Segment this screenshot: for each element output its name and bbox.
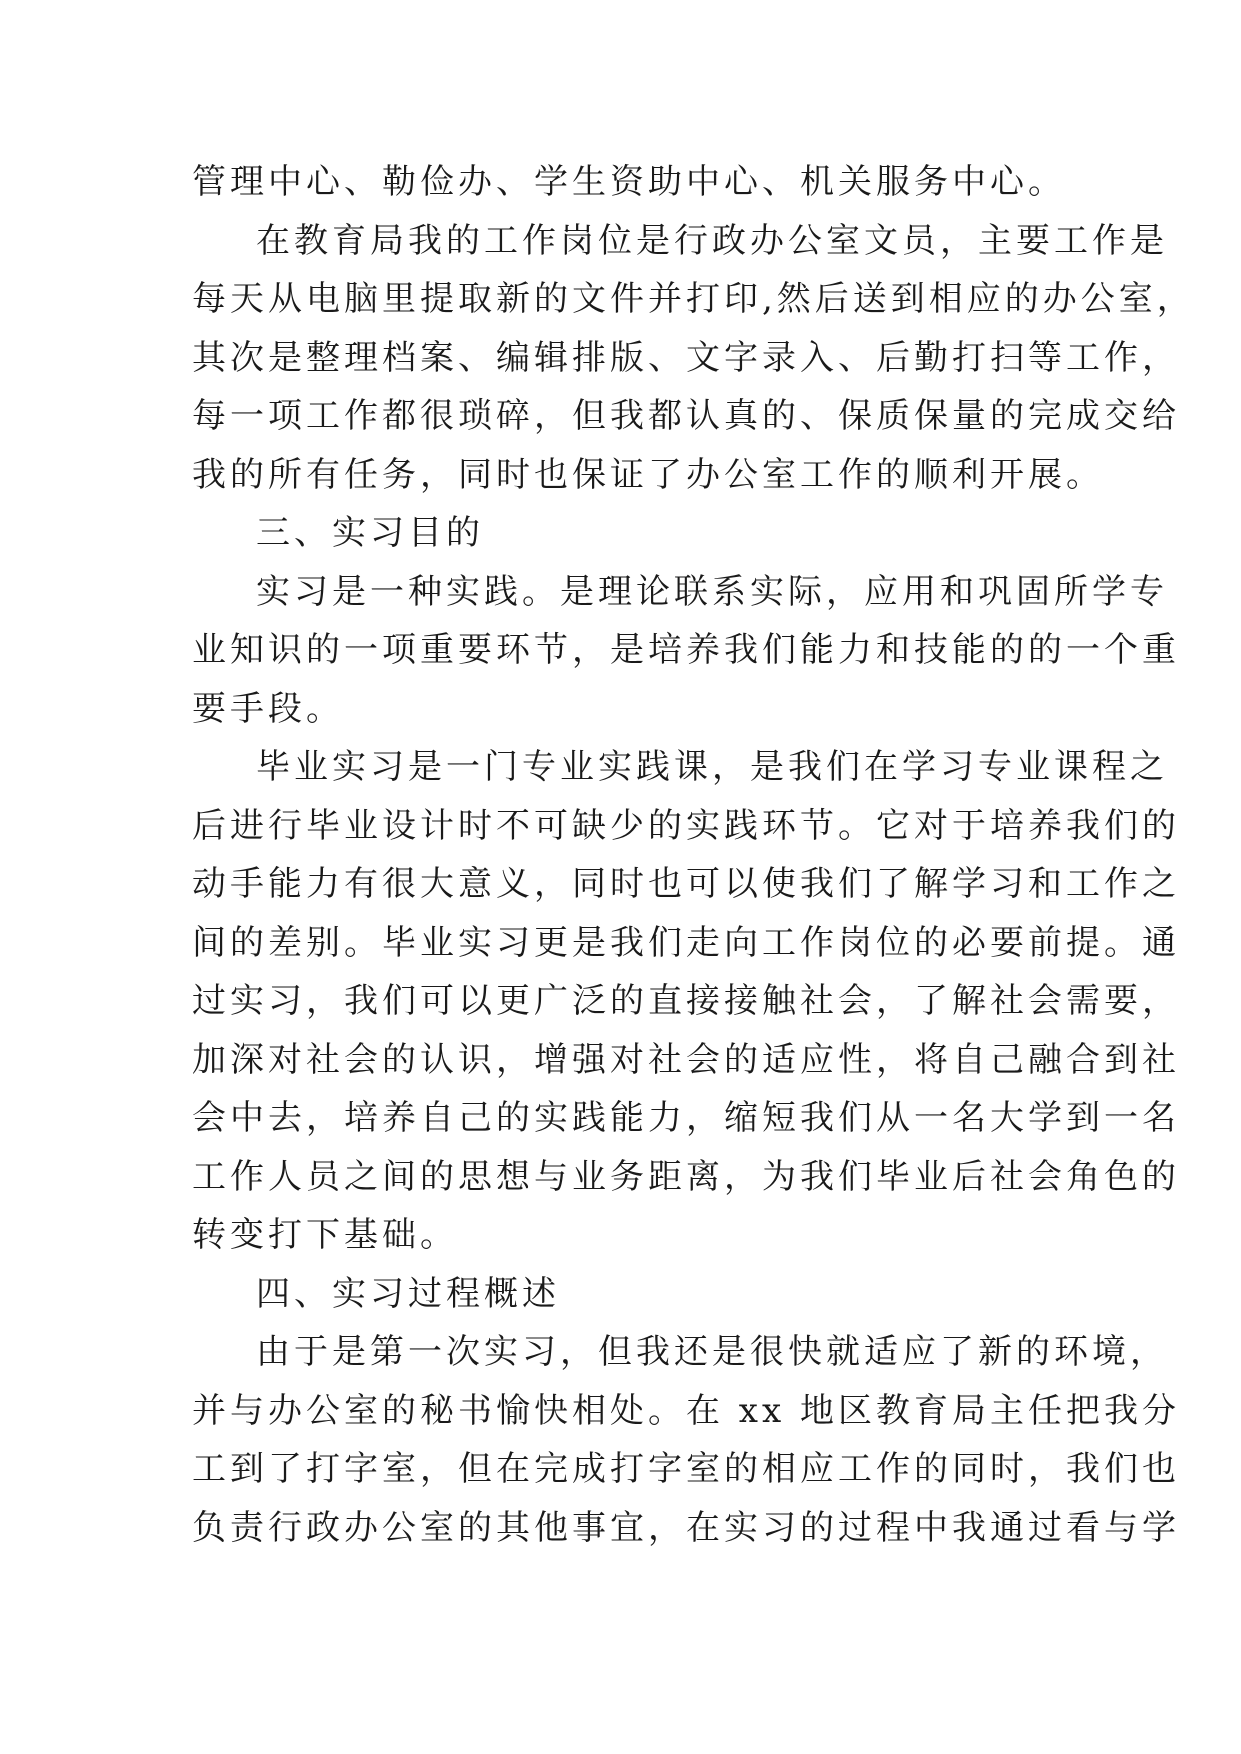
text-line: 毕业实习是一门专业实践课，是我们在学习专业课程之 xyxy=(256,747,1168,787)
text-line: 其次是整理档案、编辑排版、文字录入、后勤打扫等工作， xyxy=(192,338,1180,378)
text-line: 加深对社会的认识，增强对社会的适应性，将自己融合到社 xyxy=(192,1040,1180,1080)
text-line: 每一项工作都很琐碎，但我都认真的、保质保量的完成交给 xyxy=(192,396,1180,436)
section-heading: 四、实习过程概述 xyxy=(256,1274,560,1314)
text-line: 业知识的一项重要环节，是培养我们能力和技能的的一个重 xyxy=(192,630,1180,670)
text-line: 我的所有任务，同时也保证了办公室工作的顺利开展。 xyxy=(192,455,1104,495)
text-line: 管理中心、勒俭办、学生资助中心、机关服务中心。 xyxy=(192,162,1066,202)
text-line: 过实习，我们可以更广泛的直接接触社会，了解社会需要， xyxy=(192,981,1180,1021)
text-line: 并与办公室的秘书愉快相处。在 xx 地区教育局主任把我分 xyxy=(192,1391,1180,1431)
text-line: 工作人员之间的思想与业务距离，为我们毕业后社会角色的 xyxy=(192,1157,1180,1197)
text-line: 间的差别。毕业实习更是我们走向工作岗位的必要前提。通 xyxy=(192,923,1180,963)
text-line: 在教育局我的工作岗位是行政办公室文员，主要工作是 xyxy=(256,221,1168,261)
section-heading: 三、实习目的 xyxy=(256,513,484,553)
text-line: 动手能力有很大意义，同时也可以使我们了解学习和工作之 xyxy=(192,864,1180,904)
text-line: 负责行政办公室的其他事宜，在实习的过程中我通过看与学 xyxy=(192,1508,1180,1548)
text-line: 要手段。 xyxy=(192,689,344,729)
text-line: 会中去，培养自己的实践能力，缩短我们从一名大学到一名 xyxy=(192,1098,1180,1138)
text-line: 实习是一种实践。是理论联系实际，应用和巩固所学专 xyxy=(256,572,1168,612)
text-line: 工到了打字室，但在完成打字室的相应工作的同时，我们也 xyxy=(192,1449,1180,1489)
text-line: 每天从电脑里提取新的文件并打印,然后送到相应的办公室， xyxy=(192,279,1195,319)
text-line: 后进行毕业设计时不可缺少的实践环节。它对于培养我们的 xyxy=(192,806,1180,846)
text-line: 由于是第一次实习，但我还是很快就适应了新的环境， xyxy=(256,1332,1168,1372)
text-line: 转变打下基础。 xyxy=(192,1215,458,1255)
